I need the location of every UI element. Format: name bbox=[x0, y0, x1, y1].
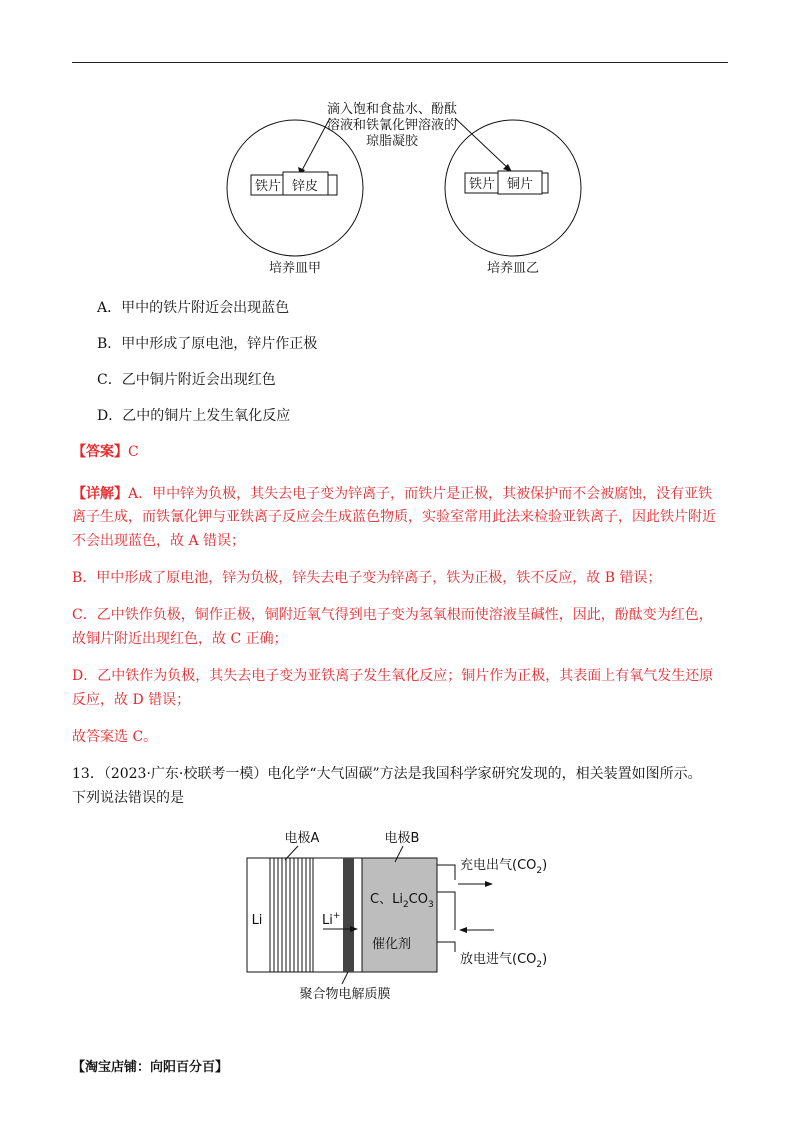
dish-yi-caption: 培养皿乙 bbox=[486, 261, 540, 276]
explanation-d-line-1: D．乙中铁作为负极，其失去电子变为亚铁离子发生氧化反应；铜片作为正极，其表面上有氧气发生还原 bbox=[72, 668, 714, 684]
arrow-head-icon bbox=[459, 927, 467, 933]
annotation-arrow-right bbox=[455, 118, 510, 170]
membrane-leader bbox=[342, 972, 348, 984]
iron-label-yi: 铁片 bbox=[468, 177, 496, 192]
annotation-line-3: 琼脂凝胶 bbox=[365, 134, 419, 149]
answer-line: 【答案】C bbox=[72, 444, 139, 460]
option-a: A．甲中的铁片附近会出现蓝色 bbox=[97, 300, 290, 316]
petri-dish-figure bbox=[0, 0, 800, 290]
arrow-head-icon bbox=[485, 881, 493, 887]
discharge-in-label: 放电进气$(CO_2)$ bbox=[460, 952, 548, 970]
explanation-a-line-3: 不会出现蓝色，故 A 错误； bbox=[72, 533, 246, 549]
explanation-conclusion: 故答案选 C。 bbox=[72, 729, 158, 745]
electrode-b-label: 电极B bbox=[384, 831, 420, 846]
annotation-arrow-left bbox=[300, 118, 330, 174]
question-13-line-1: 13．（2023·广东·校联考一模）电化学“大气固碳”方法是我国科学家研究发现的，相关装置如图所示。 bbox=[72, 766, 702, 782]
explanation-b: B．甲中形成了原电池，锌为负极，锌失去电子变为锌离子，铁为正极，铁不反应，故 B 错误； bbox=[72, 570, 662, 586]
annotation-line-2: 溶液和铁氰化钾溶液的 bbox=[326, 118, 458, 133]
compound-label: C、$Li_2CO_3$ bbox=[370, 892, 434, 910]
charge-out-label: 充电出气$(CO_2)$ bbox=[460, 858, 548, 876]
option-c: C．乙中铜片附近会出现红色 bbox=[97, 372, 276, 388]
battery-figure bbox=[0, 820, 800, 1010]
dish-jia-caption: 培养皿甲 bbox=[268, 261, 322, 276]
explanation-c-line-1: C．乙中铁作负极，铜作正极，铜附近氧气得到电子变为氢氧根而使溶液呈碱性，因此，酚酞变为红色， bbox=[72, 607, 713, 623]
electrode-a-label: 电极A bbox=[284, 831, 320, 846]
li-metal-label: Li bbox=[251, 913, 263, 928]
option-b: B．甲中形成了原电池，锌片作正极 bbox=[97, 336, 318, 352]
option-d: D．乙中的铜片上发生氧化反应 bbox=[97, 408, 291, 424]
copper-label: 铜片 bbox=[506, 177, 534, 192]
polymer-membrane bbox=[343, 858, 354, 972]
electrode-b-region bbox=[362, 858, 437, 972]
explanation-c-line-2: 故铜片附近出现红色，故 C 正确； bbox=[72, 631, 288, 647]
explanation-a-line-1: 【详解】A．甲中锌为负极，其失去电子变为锌离子，而铁片是正极，其被保护而不会被腐蚀，没有亚铁 bbox=[72, 486, 713, 502]
membrane-label: 聚合物电解质膜 bbox=[299, 987, 391, 1002]
gas-pipe-middle bbox=[437, 892, 455, 930]
explanation-a-line-2: 离子生成，而铁氰化钾与亚铁离子反应会生成蓝色物质，实验室常用此法来检验亚铁离子，因此铁片附近 bbox=[72, 509, 716, 525]
charge-outlet-pipe bbox=[437, 865, 455, 880]
footer-shop: 【淘宝店铺：向阳百分百】 bbox=[72, 1060, 229, 1075]
discharge-inlet-pipe bbox=[437, 942, 455, 952]
explanation-d-line-2: 反应，故 D 错误； bbox=[72, 692, 191, 708]
li-ion-label: Li+ bbox=[322, 911, 341, 928]
iron-label-jia: 铁片 bbox=[254, 179, 282, 194]
annotation-line-1: 滴入饱和食盐水、酚酞 bbox=[326, 102, 458, 117]
question-13-line-2: 下列说法错误的是 bbox=[72, 790, 184, 806]
zinc-label: 锌皮 bbox=[291, 179, 319, 194]
catalyst-label: 催化剂 bbox=[372, 937, 412, 952]
